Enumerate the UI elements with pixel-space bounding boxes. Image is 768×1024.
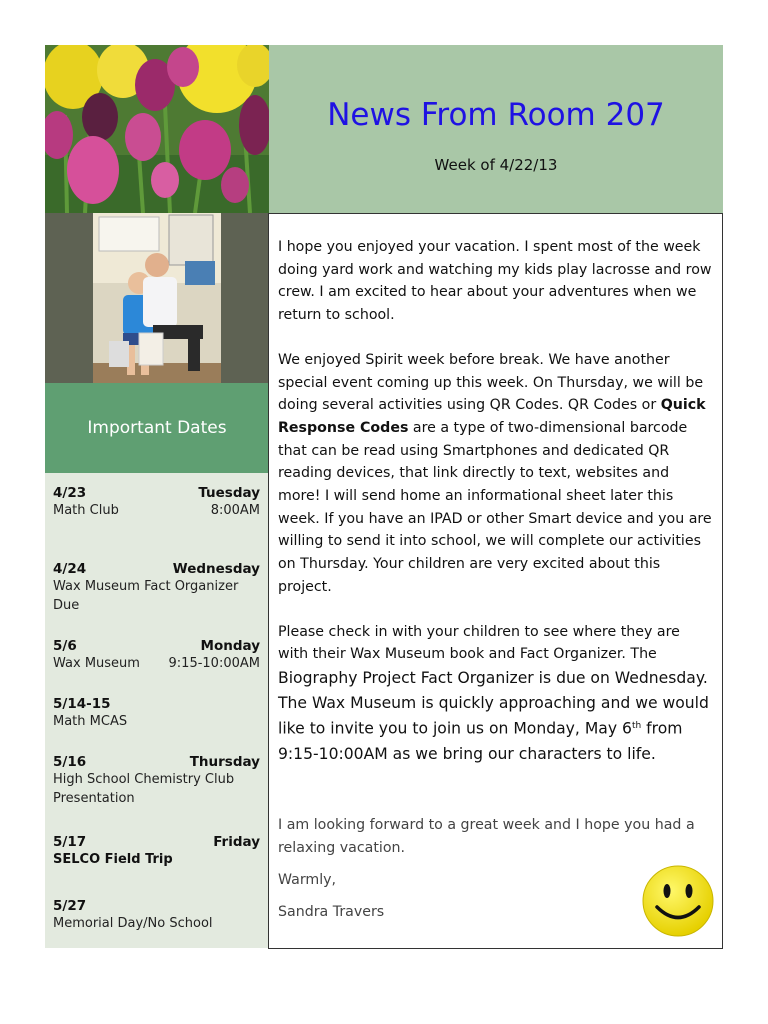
classroom-photo	[93, 213, 221, 383]
paragraph-vacation: I hope you enjoyed your vacation. I spent most of the week doing yard work and watching my kids play lacrosse and row crew. I am excited to hear about your adventures when we return to school.	[278, 239, 712, 324]
date-entry	[53, 638, 260, 673]
important-dates-list	[45, 473, 269, 948]
page-title: News From Room 207	[327, 97, 665, 133]
paragraph-closing: I am looking forward to a great week and I hope you had a relaxing vacation.	[278, 817, 695, 856]
date-entry	[53, 754, 260, 808]
letter-body	[278, 236, 714, 767]
important-dates-heading	[45, 383, 269, 473]
date: 5/17	[53, 834, 87, 850]
date-entry	[53, 485, 260, 520]
date: 5/6	[53, 638, 77, 654]
weekday: Friday	[213, 834, 260, 850]
event-desc: SELCO Field Trip	[53, 852, 173, 867]
week-label: Week of 4/22/13	[434, 156, 558, 174]
signature: Sandra Travers	[278, 904, 385, 920]
important-dates-title: Important Dates	[87, 418, 227, 438]
date: 5/14-15	[53, 696, 111, 712]
paragraph-qr-codes: We enjoyed Spirit week before break. We have another special event coming up this week. On Thursday, we will be doing several activities using QR Codes. QR Codes or Quick Response Codes are a type of two-dimensional barcode that can be read using Smartphones and dedicated QR reading devices, that link directly to text, websites and more! I will send home an informational sheet later this week. If you have an IPAD or other Smart device and you are willing to send it into school, we will complete our activities on Thursday. Your children are very excited about this project.	[278, 351, 712, 595]
date-entry	[53, 834, 260, 869]
event-time: 9:15-10:00AM	[168, 656, 260, 671]
event-desc: High School Chemistry Club Presentation	[53, 772, 235, 806]
date-entry	[53, 561, 260, 615]
date: 5/27	[53, 898, 87, 914]
event-desc: Memorial Day/No School	[53, 916, 213, 931]
qr-bold-term: Quick Response Codes	[278, 397, 706, 436]
date: 4/24	[53, 561, 87, 577]
event-desc: Math Club	[53, 503, 119, 518]
date-entry	[53, 696, 260, 731]
weekday: Thursday	[189, 754, 260, 770]
paragraph-wax-museum: Please check in with your children to see where they are with their Wax Museum book and Fact Organizer. The Biography Project Fact Organizer is due on Wednesday. The Wax Museum is quickly approaching and we would like to invite you to join us on Monday, May 6th from 9:15-10:00AM as we bring our characters to life.	[278, 623, 709, 763]
date-entry	[53, 898, 260, 933]
weekday: Monday	[200, 638, 260, 654]
letter-box	[268, 213, 723, 949]
smiley-face-icon	[641, 864, 715, 938]
event-desc: Math MCAS	[53, 714, 128, 729]
weekday: Wednesday	[172, 561, 260, 577]
date: 5/16	[53, 754, 87, 770]
photo-panel	[45, 213, 269, 383]
weekday: Tuesday	[198, 485, 260, 501]
event-desc: Wax Museum Fact Organizer Due	[53, 579, 239, 613]
tulip-photo	[45, 45, 269, 213]
newsletter-header	[269, 45, 723, 213]
closing-salutation: Warmly,	[278, 872, 337, 888]
date: 4/23	[53, 485, 87, 501]
event-desc: Wax Museum	[53, 656, 140, 671]
event-time: 8:00AM	[210, 503, 260, 518]
